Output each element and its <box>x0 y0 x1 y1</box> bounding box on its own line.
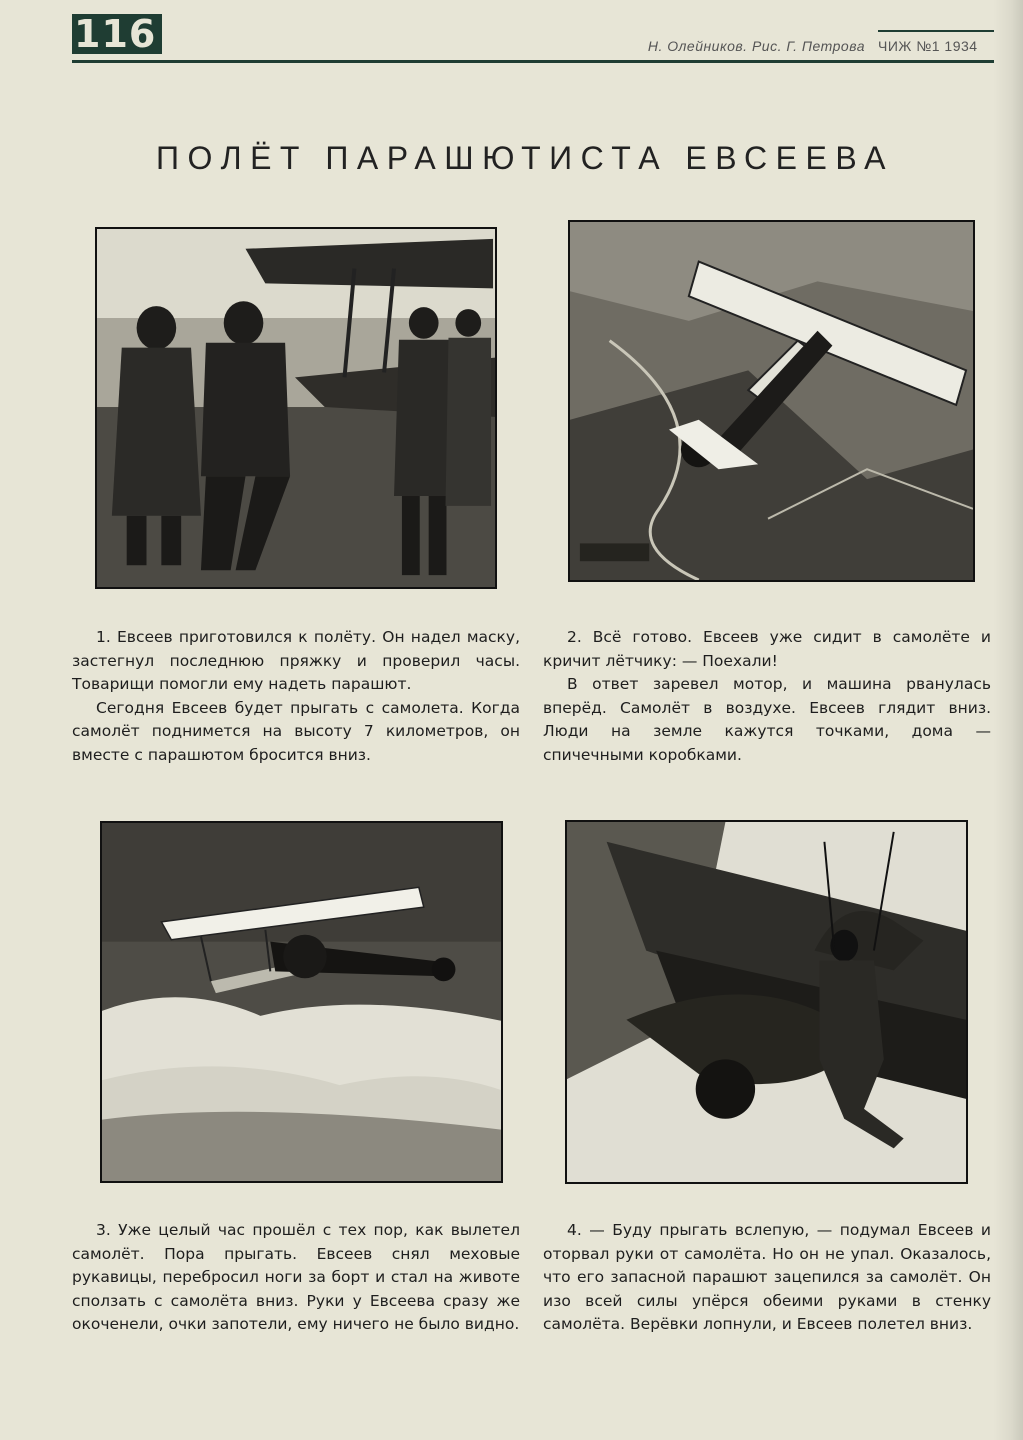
page-edge-shadow <box>993 0 1023 1440</box>
caption-4 <box>543 1219 991 1337</box>
caption-1-paragraph: 1. Евсеев приготовился к полёту. Он надел маску, застегнул последнюю пряжку и проверил часы. Товарищи помогли ему надеть парашют. <box>72 628 520 693</box>
caption-2-paragraph: В ответ заревел мотор, и машина рванулась вперёд. Самолёт в воздухе. Евсеев глядит вниз. Люди на земле кажутся точками, дома — спичечными коробками. <box>543 675 991 764</box>
issue-label: ЧИЖ №1 1934 <box>878 38 978 54</box>
header-rule <box>72 60 994 63</box>
caption-1 <box>72 626 520 767</box>
caption-3-paragraph: 3. Уже целый час прошёл с тех пор, как вылетел самолёт. Пора прыгать. Евсеев снял меховые рукавицы, перебросил ноги за борт и стал на животе сползать с самолёта вниз. Руки у Евсеева сразу же окоченели, очки запотели, ему ничего не было видно. <box>72 1221 520 1333</box>
caption-4-paragraph: 4. — Буду прыгать вслепую, — подумал Евсеев и оторвал руки от самолёта. Но он не упал. Оказалось, что его запасной парашют зацепился за самолёт. Он изо всей силы упёрся обеими руками в стенку самолёта. Верёвки лопнули, и Евсеев полетел вниз. <box>543 1221 991 1333</box>
caption-3 <box>72 1219 520 1337</box>
page-number: 116 <box>72 14 162 54</box>
caption-1-paragraph: Сегодня Евсеев будет прыгать с самолета. Когда самолёт поднимется на высоту 7 километров, он вместе с парашютом бросится вниз. <box>72 698 520 764</box>
credits: Н. Олейников. Рис. Г. Петрова <box>647 38 865 54</box>
caption-2 <box>543 626 991 767</box>
illustration-3 <box>100 821 503 1183</box>
caption-2-paragraph: 2. Всё готово. Евсеев уже сидит в самолёте и кричит лётчику: — Поехали! <box>543 628 991 670</box>
header-short-rule <box>878 30 994 32</box>
illustration-1 <box>95 227 497 589</box>
illustration-2 <box>568 220 975 582</box>
illustration-4 <box>565 820 968 1184</box>
page-title: ПОЛЁТ ПАРАШЮТИСТА ЕВСЕЕВА <box>156 140 894 176</box>
